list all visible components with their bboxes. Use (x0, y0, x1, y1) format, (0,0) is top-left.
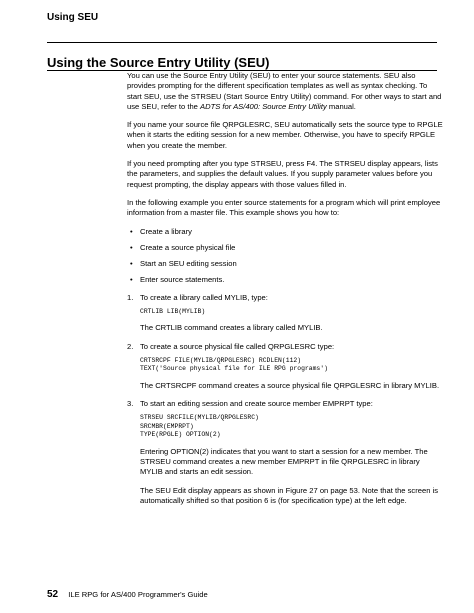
step-number: 3. (127, 399, 134, 409)
step-explanation: The CRTSRCPF command creates a source physical file QRPGLESRC in library MYLIB. (140, 380, 440, 390)
intro-paragraph-3: If you need prompting after you type STRSEU, press F4. The STRSEU display appears, lists the parameters, and supplies the default values. If you supply parameter values before you request prompting, the display appears with those values filled in. (127, 159, 438, 189)
code-sample: CRTLIB LIB(MYLIB) (140, 308, 206, 316)
intro-text: You can use the Source Entry Utility (SEU) to enter your source statements. SEU also provides prompting for the different specification templates as well as syntax checking. To start SEU, use the STRSEU (Start Source Entry Utility) command. For other ways to start and use SEU, refer to the (127, 71, 442, 111)
intro-paragraph-4: In the following example you enter source statements for a program which will print employee information from a master file. This example shows you how to: (127, 197, 441, 218)
step-instruction: To start an editing session and create source member EMPRPT type: (140, 399, 373, 409)
running-head: Using SEU (47, 12, 99, 23)
step-2 (127, 342, 443, 391)
intro-paragraph-1 (127, 71, 443, 112)
step-number: 2. (127, 341, 134, 351)
bullet-item: • Start an SEU editing session (127, 259, 443, 269)
step-instruction: To create a library called MYLIB, type: (140, 292, 268, 302)
section-title: Using the Source Entry Utility (SEU) (47, 55, 270, 70)
step-list (127, 293, 443, 506)
body-content (127, 71, 443, 514)
step-explanation: The CRTLIB command creates a library called MYLIB. (140, 323, 323, 333)
bullet-item: • Enter source statements. (127, 275, 443, 285)
page-number: 52 (47, 589, 59, 600)
bullet-item: • Create a source physical file (127, 243, 443, 253)
step-explanation: The SEU Edit display appears as shown in Figure 27 on page 53. Note that the screen is automatically shifted so that position 6 is (for specification type) at the left edge. (140, 485, 439, 505)
page-footer (47, 589, 208, 600)
task-bullet-list (127, 227, 443, 286)
intro-paragraph-2: If you name your source file QRPGLESRC, SEU automatically sets the source type to RPGLE when it starts the editing session for a new member. Otherwise, you have to specify RPGLE when you create the member. (127, 120, 443, 150)
manual-reference: ADTS for AS/400: Source Entry Utility (200, 101, 327, 111)
code-sample: CRTSRCPF FILE(MYLIB/QRPGLESRC) RCDLEN(112) TEXT('Source physical file for ILE RPG programs') (140, 357, 328, 373)
code-sample: STRSEU SRCFILE(MYLIB/QRPGLESRC) SRCMBR(EMPRPT) TYPE(RPGLE) OPTION(2) (140, 414, 259, 439)
step-explanation: Entering OPTION(2) indicates that you want to start a session for a new member. The STRSEU command creates a new member EMPRPT in file QRPGLESRC in library MYLIB and starts an edit session. (140, 446, 428, 477)
step-1 (127, 293, 443, 334)
step-3 (127, 399, 443, 506)
step-instruction: To create a source physical file called QRPGLESRC type: (140, 341, 335, 351)
bullet-item: • Create a library (127, 227, 443, 237)
intro-text-end: manual. (326, 101, 356, 111)
step-number: 1. (127, 292, 134, 302)
header-rule (47, 42, 437, 43)
book-title: ILE RPG for AS/400 Programmer's Guide (68, 590, 208, 599)
